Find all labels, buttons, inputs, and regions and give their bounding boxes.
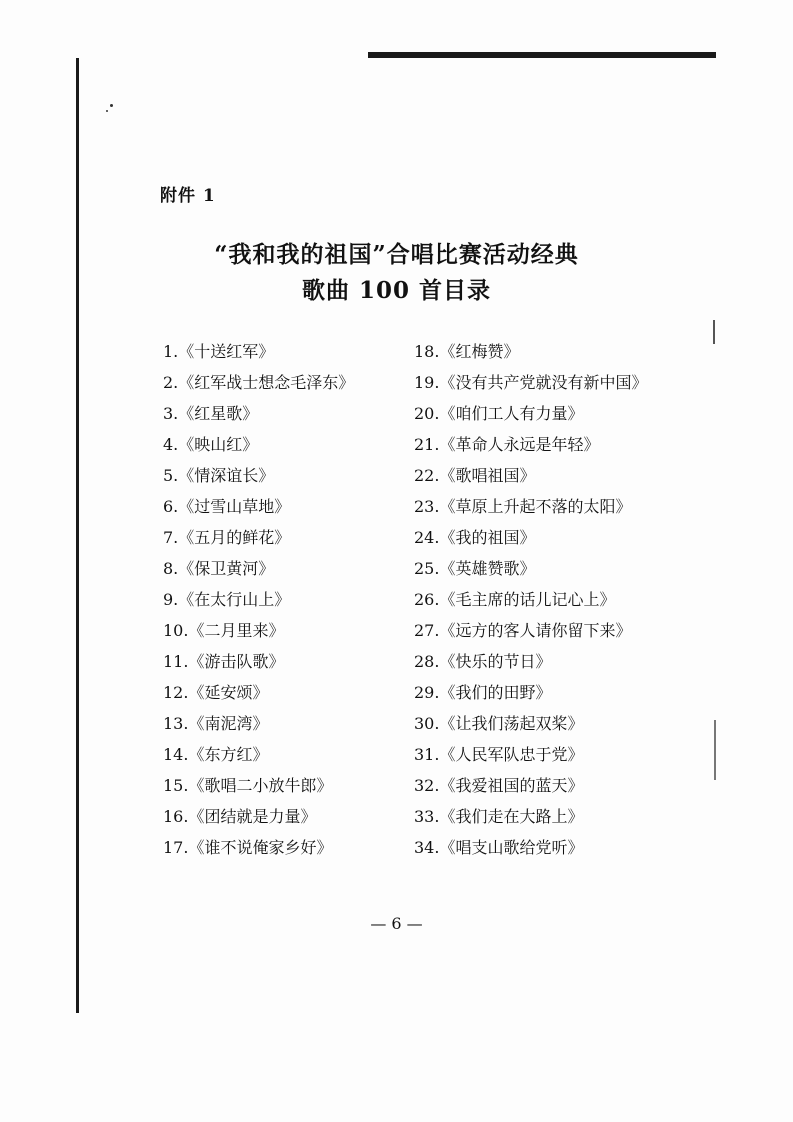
song-number: 32. [414, 776, 440, 795]
song-number: 23. [414, 497, 440, 516]
song-title: 《远方的客人请你留下来》 [439, 621, 632, 640]
attachment-label: 附件 1 [160, 186, 216, 206]
song-item [163, 555, 354, 586]
song-title: 《游击队歌》 [188, 652, 285, 671]
song-number: 10. [163, 621, 189, 640]
song-item [414, 400, 647, 431]
song-title: 《我的祖国》 [439, 528, 536, 547]
song-item [414, 648, 647, 679]
song-item [163, 679, 354, 710]
song-item [414, 679, 647, 710]
song-item [414, 338, 647, 369]
song-title: 《毛主席的话儿记心上》 [439, 590, 616, 609]
song-title: 《延安颂》 [188, 683, 269, 702]
song-item [163, 462, 354, 493]
song-title: 《红梅赞》 [439, 342, 520, 361]
song-item [414, 617, 647, 648]
document-title-line1: “我和我的祖国”合唱比赛活动经典 [214, 241, 579, 268]
song-item [414, 493, 647, 524]
song-item [163, 338, 354, 369]
document-title-line2: 歌曲 100 首目录 [301, 277, 492, 304]
scan-speck [106, 110, 108, 112]
song-item [163, 803, 354, 834]
song-number: 15. [163, 776, 189, 795]
song-item [414, 586, 647, 617]
song-item [414, 431, 647, 462]
song-title: 《映山红》 [178, 435, 259, 454]
song-number: 8. [163, 559, 179, 578]
song-item [163, 710, 354, 741]
song-title: 《我爱祖国的蓝天》 [439, 776, 584, 795]
song-title: 《二月里来》 [188, 621, 285, 640]
song-title: 《情深谊长》 [178, 466, 275, 485]
song-number: 18. [414, 342, 440, 361]
song-number: 22. [414, 466, 440, 485]
song-list-right [414, 338, 647, 865]
song-item [163, 369, 354, 400]
song-title: 《唱支山歌给党听》 [439, 838, 584, 857]
song-item [163, 741, 354, 772]
song-number: 30. [414, 714, 440, 733]
song-number: 24. [414, 528, 440, 547]
page-number: — 6 — [370, 914, 423, 933]
song-number: 26. [414, 590, 440, 609]
song-title: 《没有共产党就没有新中国》 [439, 373, 648, 392]
song-item [163, 493, 354, 524]
song-number: 33. [414, 807, 440, 826]
song-number: 20. [414, 404, 440, 423]
song-title: 《团结就是力量》 [188, 807, 317, 826]
song-number: 6. [163, 497, 179, 516]
song-title: 《红星歌》 [178, 404, 259, 423]
song-title: 《咱们工人有力量》 [439, 404, 584, 423]
song-number: 14. [163, 745, 189, 764]
song-number: 3. [163, 404, 179, 423]
song-number: 17. [163, 838, 189, 857]
song-item [414, 834, 647, 865]
song-item [414, 555, 647, 586]
song-item [414, 369, 647, 400]
song-title: 《谁不说俺家乡好》 [188, 838, 333, 857]
song-number: 27. [414, 621, 440, 640]
song-number: 11. [163, 652, 189, 671]
song-number: 16. [163, 807, 189, 826]
song-number: 12. [163, 683, 189, 702]
song-title: 《红军战士想念毛泽东》 [178, 373, 355, 392]
song-title: 《东方红》 [188, 745, 269, 764]
song-item [163, 648, 354, 679]
song-item [163, 431, 354, 462]
song-number: 7. [163, 528, 179, 547]
song-item [414, 741, 647, 772]
song-number: 34. [414, 838, 440, 857]
song-title: 《歌唱二小放牛郎》 [188, 776, 333, 795]
song-list-left [163, 338, 354, 865]
song-number: 28. [414, 652, 440, 671]
song-title: 《十送红军》 [178, 342, 275, 361]
song-item [414, 710, 647, 741]
song-number: 9. [163, 590, 179, 609]
song-number: 19. [414, 373, 440, 392]
song-item [414, 462, 647, 493]
song-title: 《五月的鲜花》 [178, 528, 291, 547]
song-number: 31. [414, 745, 440, 764]
song-title: 《革命人永远是年轻》 [439, 435, 600, 454]
song-title: 《我们走在大路上》 [439, 807, 584, 826]
song-item [163, 834, 354, 865]
song-title: 《草原上升起不落的太阳》 [439, 497, 632, 516]
song-title: 《南泥湾》 [188, 714, 269, 733]
song-number: 2. [163, 373, 179, 392]
song-title: 《过雪山草地》 [178, 497, 291, 516]
song-item [414, 803, 647, 834]
song-number: 25. [414, 559, 440, 578]
song-title: 《在太行山上》 [178, 590, 291, 609]
song-title: 《让我们荡起双桨》 [439, 714, 584, 733]
song-title: 《歌唱祖国》 [439, 466, 536, 485]
song-number: 1. [163, 342, 179, 361]
song-item [414, 772, 647, 803]
scan-border-left [76, 58, 79, 1013]
song-number: 4. [163, 435, 179, 454]
song-title: 《人民军队忠于党》 [439, 745, 584, 764]
song-number: 13. [163, 714, 189, 733]
song-title: 《快乐的节日》 [439, 652, 552, 671]
scan-mark-right-lower [714, 720, 716, 780]
song-number: 21. [414, 435, 440, 454]
song-number: 29. [414, 683, 440, 702]
song-number: 5. [163, 466, 179, 485]
scan-mark-right [713, 320, 715, 344]
song-item [163, 400, 354, 431]
song-title: 《保卫黄河》 [178, 559, 275, 578]
song-item [163, 772, 354, 803]
scan-border-top [368, 52, 716, 58]
song-item [163, 524, 354, 555]
song-title: 《我们的田野》 [439, 683, 552, 702]
song-item [163, 617, 354, 648]
scan-speck [110, 104, 113, 107]
song-item [414, 524, 647, 555]
song-title: 《英雄赞歌》 [439, 559, 536, 578]
song-item [163, 586, 354, 617]
